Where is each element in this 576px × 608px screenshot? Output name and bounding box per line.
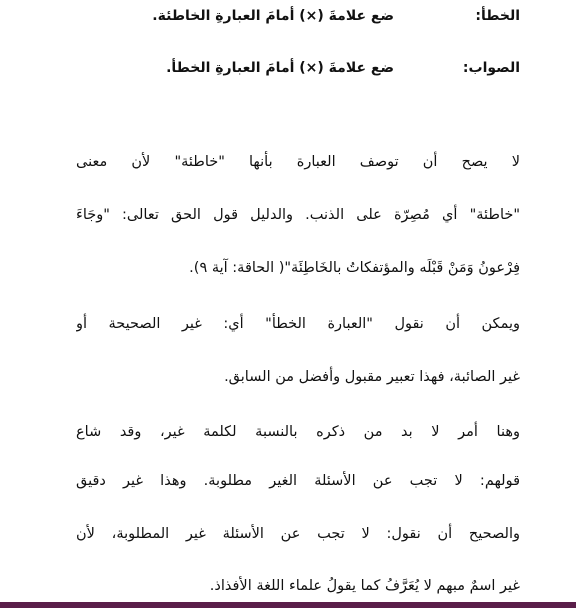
correct-text: ضع علامةَ (×) أمامَ العبارةِ الخطأ. xyxy=(166,60,394,76)
correct-usage-line xyxy=(80,56,520,80)
paragraph-line: غير اسمٌ مبهم لا يُعَرَّفُ كما يقولُ علماء اللغة الأفذاذ. xyxy=(209,578,520,594)
paragraph-line: قولهم: لا تجب عن الأسئلة الغير مطلوبة. وهذا غير دقيق xyxy=(76,473,520,489)
paragraph-line: "خاطئة" أي مُصِرّة على الذنب. والدليل قول الحق تعالى: "وجَاءَ xyxy=(76,207,520,223)
paragraph-line: ويمكن أن نقول "العبارة الخطأ" أي: غير الصحيحة أو xyxy=(76,316,520,332)
paragraph-line: غير الصائبة، فهذا تعبير مقبول وأفضل من السابق. xyxy=(224,369,520,385)
paragraph-line: والصحيح أن نقول: لا تجب عن الأسئلة غير المطلوبة، لأن xyxy=(76,526,520,542)
paragraph-line: فِرْعونُ وَمَنْ قَبْلَه والمؤتفكاتُ بالخَاطِئَة"( الحاقة: آية ٩). xyxy=(189,260,520,276)
wrong-label: الخطأ: xyxy=(475,8,520,24)
paragraph-line: وهنا أمر لا بد من ذكره بالنسبة لكلمة غير، وقد شاع xyxy=(76,424,520,440)
wrong-text: ضع علامةَ (×) أمامَ العبارةِ الخاطئة. xyxy=(152,8,394,24)
paragraph-line: لا يصح أن توصف العبارة بأنها "خاطئة" لأن معنى xyxy=(76,154,520,170)
correct-label: الصواب: xyxy=(462,60,520,76)
wrong-usage-line xyxy=(80,4,520,28)
bottom-bar xyxy=(0,602,576,608)
